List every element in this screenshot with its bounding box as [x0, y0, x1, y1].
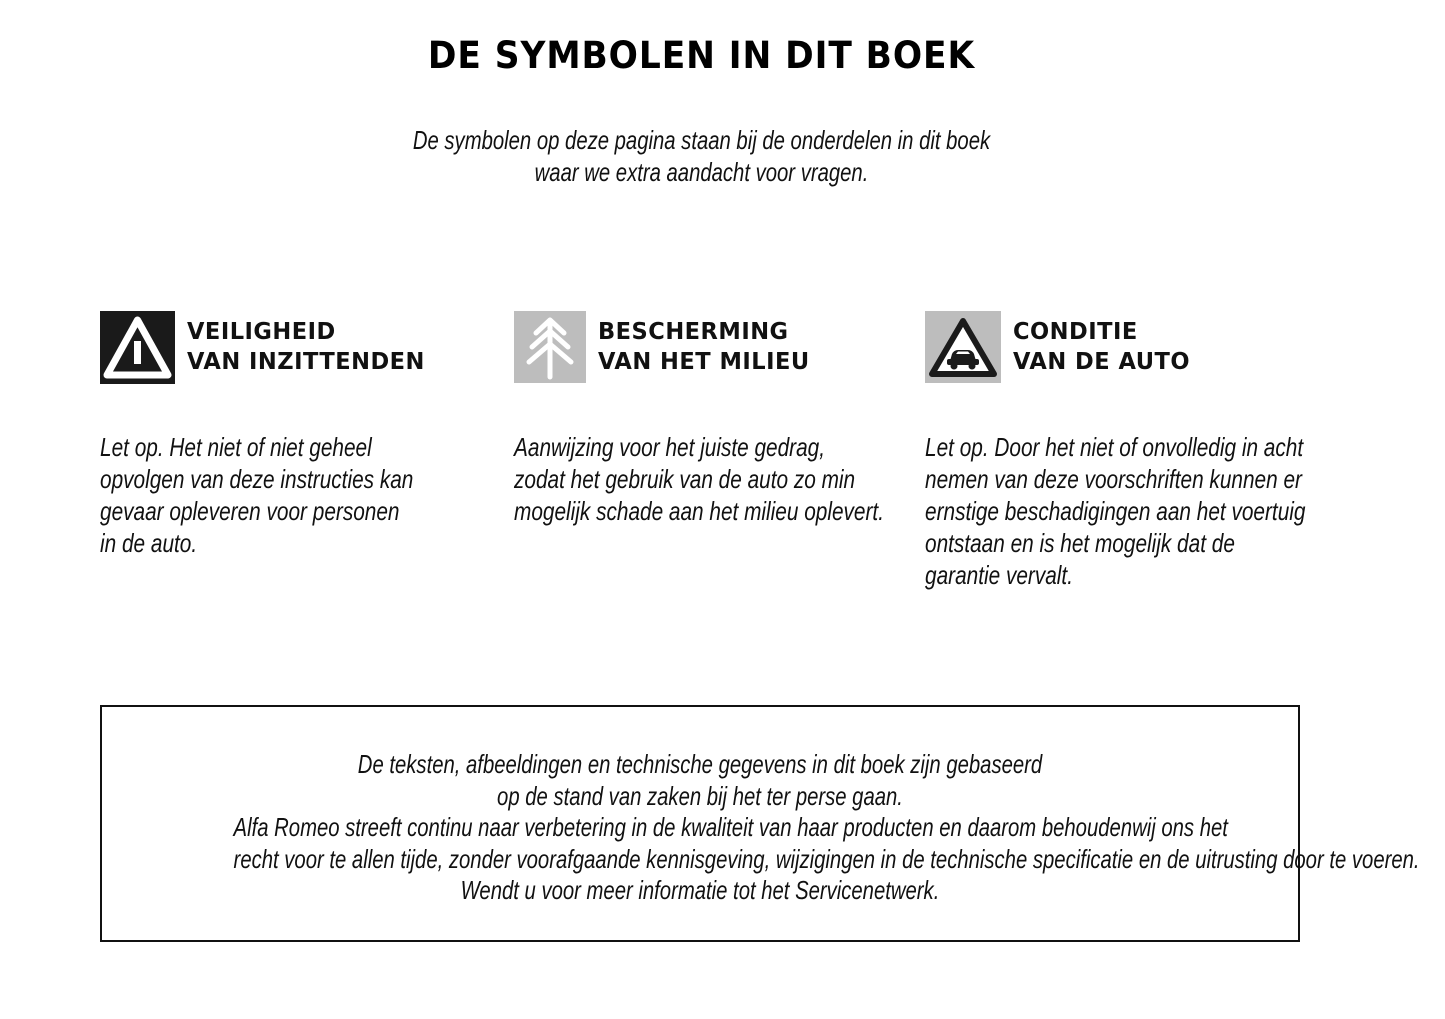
intro-line: waar we extra aandacht voor vragen. [534, 157, 869, 187]
symbol-title [187, 317, 425, 377]
description-line: Let op. Het niet of niet geheel [100, 432, 372, 462]
symbol-title-line: VAN HET MILIEU [598, 349, 810, 375]
notice-text [102, 749, 1420, 907]
page-title: DE SYMBOLEN IN DIT BOEK [427, 34, 976, 77]
symbol-title [598, 317, 810, 377]
symbol-title [1013, 317, 1190, 377]
description-line: nemen van deze voorschriften kunnen er [925, 464, 1302, 494]
notice-line: recht voor te allen tijde, zonder voorafgaande kennisgeving, wijzigingen in de technische specificatie en de uitrusting door te voeren. [233, 843, 1420, 874]
description-line: in de auto. [100, 528, 198, 558]
symbol-car-condition [925, 309, 1401, 591]
notice-box [100, 705, 1420, 942]
description-line: gevaar opleveren voor personen [100, 496, 400, 526]
description-line: ontstaan en is het mogelijk dat de [925, 528, 1235, 558]
symbol-title-line: VAN INZITTENDEN [187, 349, 425, 375]
description-line: zodat het gebruik van de auto zo min [514, 464, 856, 494]
description-line: ernstige beschadigingen aan het voertuig [925, 496, 1306, 526]
symbol-title-line: BESCHERMING [598, 319, 789, 345]
notice-line: Alfa Romeo streeft continu naar verbetering in de kwaliteit van haar producten en daarom behoudenwij ons het [233, 812, 1228, 842]
symbol-title-line: CONDITIE [1013, 319, 1138, 345]
description-line: mogelijk schade aan het milieu oplevert. [514, 496, 884, 526]
warning-triangle-icon [100, 311, 175, 384]
description-line: opvolgen van deze instructies kan [100, 464, 414, 494]
symbol-title-line: VAN DE AUTO [1013, 349, 1191, 375]
notice-line: Wendt u voor meer informatie tot het Servicenetwerk. [460, 875, 940, 905]
symbol-header [514, 309, 976, 385]
symbol-description [100, 431, 492, 559]
intro-line: De symbolen op deze pagina staan bij de onderdelen in dit boek [412, 125, 991, 155]
tree-icon [514, 311, 586, 383]
intro-text [0, 124, 1403, 188]
symbol-description [514, 431, 976, 527]
car-warning-triangle-icon [925, 311, 1001, 383]
notice-line: op de stand van zaken bij het ter perse gaan. [497, 780, 903, 811]
symbol-environment [514, 309, 976, 527]
notice-line: De teksten, afbeeldingen en technische gegevens in dit boek zijn gebaseerd [357, 749, 1043, 779]
description-line: Aanwijzing voor het juiste gedrag, [514, 432, 826, 462]
symbol-description [925, 431, 1401, 591]
symbol-header [100, 309, 492, 385]
symbol-safety [100, 309, 492, 559]
description-line: Let op. Door het niet of onvolledig in acht [925, 432, 1304, 462]
description-line: garantie vervalt. [925, 560, 1073, 590]
symbol-header [925, 309, 1401, 385]
symbol-title-line: VEILIGHEID [187, 319, 336, 345]
